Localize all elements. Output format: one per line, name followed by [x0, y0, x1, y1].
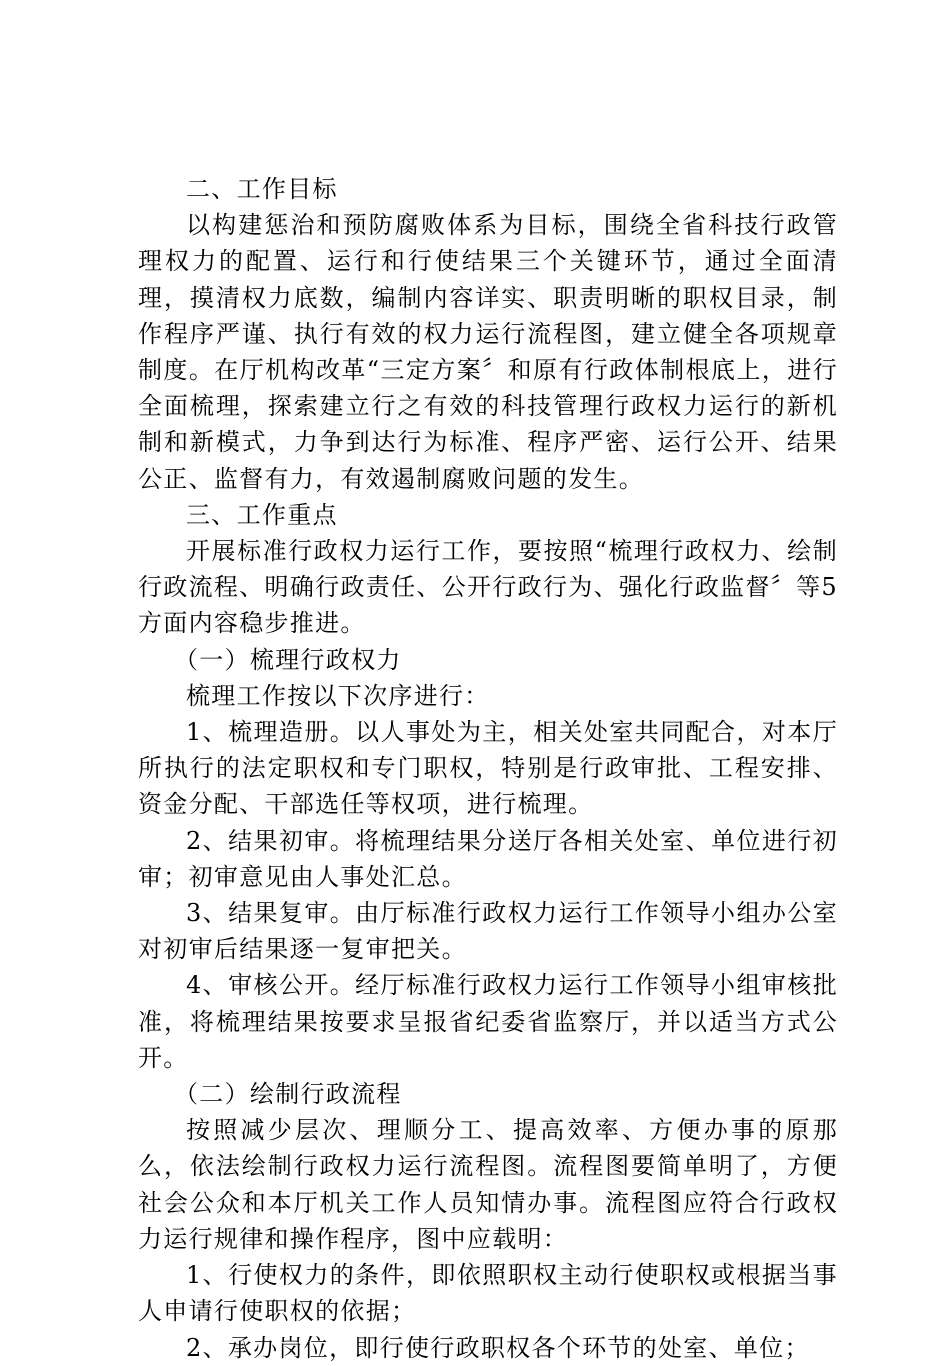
list-item-step-1: 1、梳理造册。以人事处为主，相关处室共同配合，对本厅所执行的法定职权和专门职权，特别是行政审批、工程安排、资金分配、干部选任等权项，进行梳理。: [138, 718, 838, 819]
paragraph-sort-order: 梳理工作按以下次序进行：: [186, 681, 490, 710]
list-item-step-2: 2、结果初审。将梳理结果分送厅各相关处室、单位进行初审；初审意见由人事处汇总。: [138, 826, 838, 891]
section-heading-work-goals: 二、工作目标: [186, 175, 338, 203]
subsection-heading-draw-process: （二）绘制行政流程: [174, 1080, 402, 1109]
list-item-step-4: 4、审核公开。经厅标准行政权力运行工作领导小组审核批准，将梳理结果按要求呈报省纪委省监察厅，并以适当方式公开。: [138, 971, 838, 1072]
paragraph-goals: 以构建惩治和预防腐败体系为目标，围绕全省科技行政管理权力的配置、运行和行使结果三个关键环节，通过全面清理，摸清权力底数，编制内容详实、职责明晰的职权目录，制作程序严谨、执行有效的权力运行流程图，建立健全各项规章制度。在厅机构改革“三定方案〞和原有行政体制根底上，进行全面梳理，探索建立行之有效的科技管理行政权力运行的新机制和新模式，力争到达行为标准、程序严密、运行公开、结果公正、监督有力，有效遏制腐败问题的发生。: [138, 211, 838, 493]
subsection-heading-sort-power: （一）梳理行政权力: [174, 645, 402, 674]
list-item-process-1: 1、行使权力的条件，即依照职权主动行使职权或根据当事人申请行使职权的依据；: [138, 1261, 838, 1326]
list-item-step-3: 3、结果复审。由厅标准行政权力运行工作领导小组办公室对初审后结果逐一复审把关。: [138, 899, 838, 964]
list-item-process-2: 2、承办岗位，即行使行政职权各个环节的处室、单位；: [186, 1333, 810, 1362]
document-body: [138, 171, 838, 1366]
paragraph-focus: 开展标准行政权力运行工作，要按照“梳理行政权力、绘制行政流程、明确行政责任、公开行政行为、强化行政监督〞等5方面内容稳步推进。: [138, 537, 838, 638]
section-heading-work-focus: 三、工作重点: [186, 500, 338, 529]
paragraph-process: 按照减少层次、理顺分工、提高效率、方便办事的原那么，依法绘制行政权力运行流程图。流程图要简单明了，方便社会公众和本厅机关工作人员知情办事。流程图应符合行政权力运行规律和操作程序，图中应载明：: [138, 1116, 838, 1253]
